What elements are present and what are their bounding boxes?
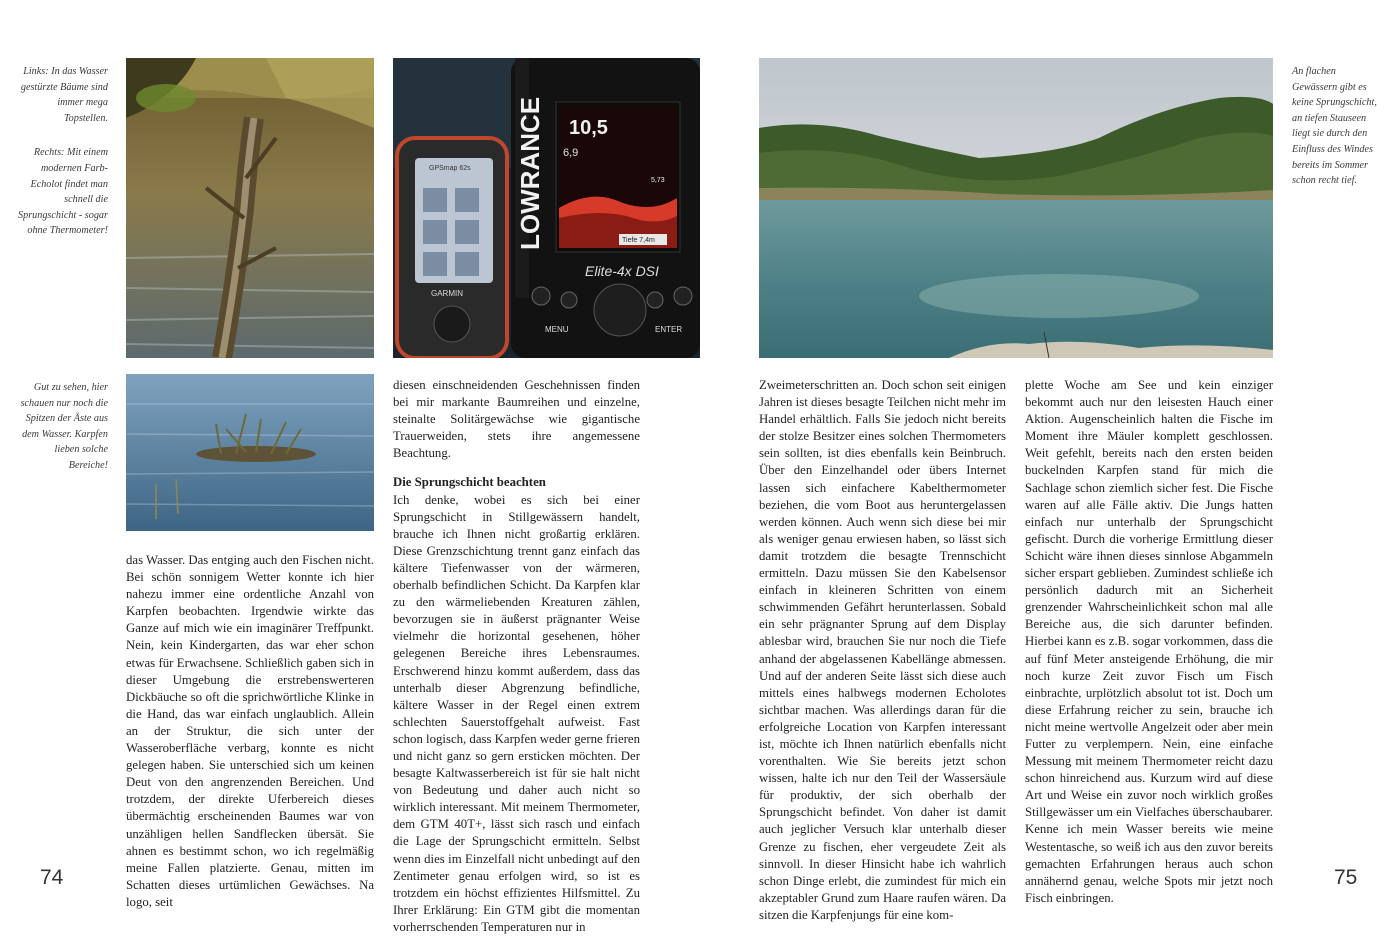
text-column-2 bbox=[393, 377, 640, 936]
photo-echolot-gps bbox=[393, 58, 700, 358]
gps-brand-label: GARMIN bbox=[431, 289, 463, 298]
caption-right-top: An flachen Gewässern gibt es keine Sprungschicht, an tiefen Stauseen liegt sie durch den Einfluss des Windes bereits im Sommer schon recht tief. bbox=[1292, 66, 1377, 187]
tiefe-label: Tiefe 7,4m bbox=[622, 237, 655, 244]
page-number-left: 74 bbox=[40, 866, 64, 889]
text-column-3 bbox=[759, 377, 1006, 924]
column-2-intro: diesen einschneidenden Geschehnissen finden bei mir markante Baumreihen und einzelne, steinalte Solitärgewächse wie gigantische Trauerweiden, stets ihre angemessene Beachtung. bbox=[393, 378, 640, 461]
caption-fallen-tree: Links: In das Wasser gestürzte Bäume sind immer mega Topstellen. bbox=[20, 66, 108, 124]
column-3-paragraph: Zweimeterschritten an. Doch schon seit einigen Jahren ist dieses besagte Teilchen nicht mehr im Handel erhältlich. Falls Sie jedoch nicht bereits der stolze Besitzer eines solchen Thermometers sein sollten, ist dies ebenfalls kein Beinbruch. Über den Einzelhandel oder übers Internet lassen sich einfachere Kabelthermometer beziehen, die vom Boot aus heruntergelassen werden können. Auch wenn sich diese bei mir als weniger genau erwiesen haben, so lässt sich damit trotzdem die besagte Trennschicht ermitteln. Dazu müssen Sie den Kabelsensor einfach in kleineren Schritten von einem schwimmenden Gefährt herunterlassen. Sobald ein sehr prägnanter Sprung auf dem Display ablesbar wird, brauchen Sie nur noch die Tiefe anhand der abgelassenen Kabellänge abmessen. Und auf der anderen Seite lässt sich diese auch mittels eines halbwegs modernen Echolotes sichtbar machen. Was allerdings daran für die erfolgreiche Location von Karpfen interessant ist, möchte ich Ihnen natürlich ebenfalls nicht vorenthalten. Wie Sie bereits jetzt schon wissen, halte ich nur den Teil der Wassersäule für produktiv, der sich oberhalb der Sprungschicht befindet. Von daher ist damit auch jeglicher Versuch klar unterhalb dieser Grenze zu fischen, eher vergeudete Zeit als sinnvoll. In dieser Hinsicht habe ich wahrlich schon Dinge erlebt, die zumindest für mich ein akzeptabler Grund zum Haare raufen wären. Da sitzen die Karpfenjungs für eine kom- bbox=[759, 378, 1006, 922]
section-heading-sprungschicht: Die Sprungschicht beachten bbox=[393, 475, 546, 490]
column-4-paragraph: plette Woche am See und kein einziger bekommt auch nur den leisesten Hauch einer Aktion. Augenscheinlich halten die Fische im Moment ihre Mäuler komplett geschlossen. Weit gefehlt, bereits nach den ersten beiden buckelnden Karpfen stand für mich die Sachlage schon ziemlich sicher fest. Die Fische waren auf alle Fälle aktiv. Die Jungs hatten einfach nur unterhalb der Sprungschicht gefischt. Durch die vorherige Ermittlung dieser Schicht wäre ihnen dieses sinnlose Abgammeln sicher erspart geblieben. Zumindest schließe ich persönlich dadurch mit an Sicherheit grenzender Wahrscheinlichkeit schon mal alle Bereiche aus, die sich darunter befinden. Hierbei kann es z.B. sogar vorkommen, dass die auf fünf Meter ansteigende Erhöhung, die mir noch kurze Zeit zuvor Fisch um Fisch einbrachte, urplötzlich absolut tot ist. Doch um diese Erfahrung reicher zu sein, brauche ich nicht meine wertvolle Angelzeit oder aber mein Futter zu verplempern. Nein, eine einfache Messung mit meinem Thermometer reicht dazu schon hinreichend aus. Kurzum wird auf diese Art und Weise ein zuvor noch wirklich großes Stillgewässer um ein Vielfaches überschaubarer. Kenne ich mein Wasser bereits wie meine Westentasche, so weiß ich aus den zuvor bereits gemachten Erfahrungen heraus auch schon annähernd genau, welche Spots mir jetzt noch Fisch einbringen. bbox=[1025, 378, 1273, 905]
scale-mark: 5,73 bbox=[651, 177, 665, 184]
photo-reservoir-lake bbox=[759, 58, 1273, 358]
caption-left-bottom: Gut zu sehen, hier schauen nur noch die Spitzen der Äste aus dem Wasser. Karpfen lieben solche Bereiche! bbox=[20, 382, 108, 471]
depth-reading: 10,5 bbox=[569, 117, 608, 139]
lowrance-brand-label: LOWRANCE bbox=[515, 96, 545, 250]
menu-button-label: MENU bbox=[545, 325, 569, 334]
photo-branches-water bbox=[126, 374, 374, 531]
enter-button-label: ENTER bbox=[655, 325, 683, 334]
photo-fallen-tree bbox=[126, 58, 374, 358]
page-number-right: 75 bbox=[1334, 866, 1358, 889]
column-2-body: Ich denke, wobei es sich bei einer Sprungschicht in Stillgewässern handelt, brauche ich Ihnen nicht großartig erklären. Diese Grenzschichtung trennt ganz einfach das kältere Tiefenwasser von der wärmeren, oberhalb befindlichen Schicht. Da Karpfen klar zu den wärmeliebenden Kreaturen zählen, bevorzugen sie in äußerst prägnanter Weise vielmehr die horizontal gesehenen, höher gelegenen Bereiche ihres Lebensraumes. Erschwerend hinzu kommt außerdem, dass das unterhalb dieser Abgrenzung befindliche, kältere Wasser in der Regel einen extrem schlechten Sauerstoffgehalt aufweist. Fast schon logisch, dass Karpfen weder gerne frieren und nicht ganz so gern ersticken möchten. Der besagte Kaltwasserbereich ist für sie halt nicht von Bedeutung und daher auch nicht so wirklich interessant. Mit meinem Thermometer, dem GTM 40T+, lässt sich rasch und einfach die Lage der Sprungschicht ermitteln. Selbst wenn dies im Einzelfall nicht unbedingt auf den Zentimeter genau erfolgen wird, so ist es trotzdem ein höchst effizientes Hilfsmittel. Zu Ihrer Erklärung: Ein GTM gibt die momentan vorherrschenden Temperaturen nur in bbox=[393, 492, 640, 934]
text-column-1 bbox=[126, 552, 374, 911]
text-column-4 bbox=[1025, 377, 1273, 907]
caption-echolot: Rechts: Mit einem modernen Farb-Echolot findet man schnell die Sprungschicht - sogar ohne Thermometer! bbox=[18, 147, 108, 237]
gps-model-label: GPSmap 62s bbox=[429, 165, 471, 172]
temp-reading: 6,9 bbox=[563, 147, 579, 159]
caption-left-top bbox=[18, 64, 108, 258]
column-1-paragraph: das Wasser. Das entging auch den Fischen nicht. Bei schön sonnigem Wetter konnte ich hier nahezu immer eine ordentliche Anzahl von Karpfen beobachten. Irgendwie wirkte das Ganze auf mich wie ein imaginärer Treffpunkt. Nein, kein Kindergarten, das war eher schon etwas für Erwachsene. Schließlich gaben sich in dieser Umgebung die erstrebenswerteren Dickbäuche so oft die sprichwörtliche Klinke in die Hand, das war einfach unglaublich. Allein an der Struktur, die sich unter der Wasseroberfläche verbarg, konnte es nicht gelegen haben. Sie unterschied sich um keinen Deut von den angrenzenden Bereichen. Und trotzdem, der direkte Uferbereich dieses übermächtig erscheinenden Baumes war von unzähligen hellen Sandflecken übersät. Sie ahnen es bestimmt schon, wo ich regelmäßig meine Fallen platzierte. Genau, mitten im Schatten dieses urtümlichen Gewächses. Na logo, seit bbox=[126, 553, 374, 909]
lowrance-model-label: Elite-4x DSI bbox=[585, 263, 659, 279]
